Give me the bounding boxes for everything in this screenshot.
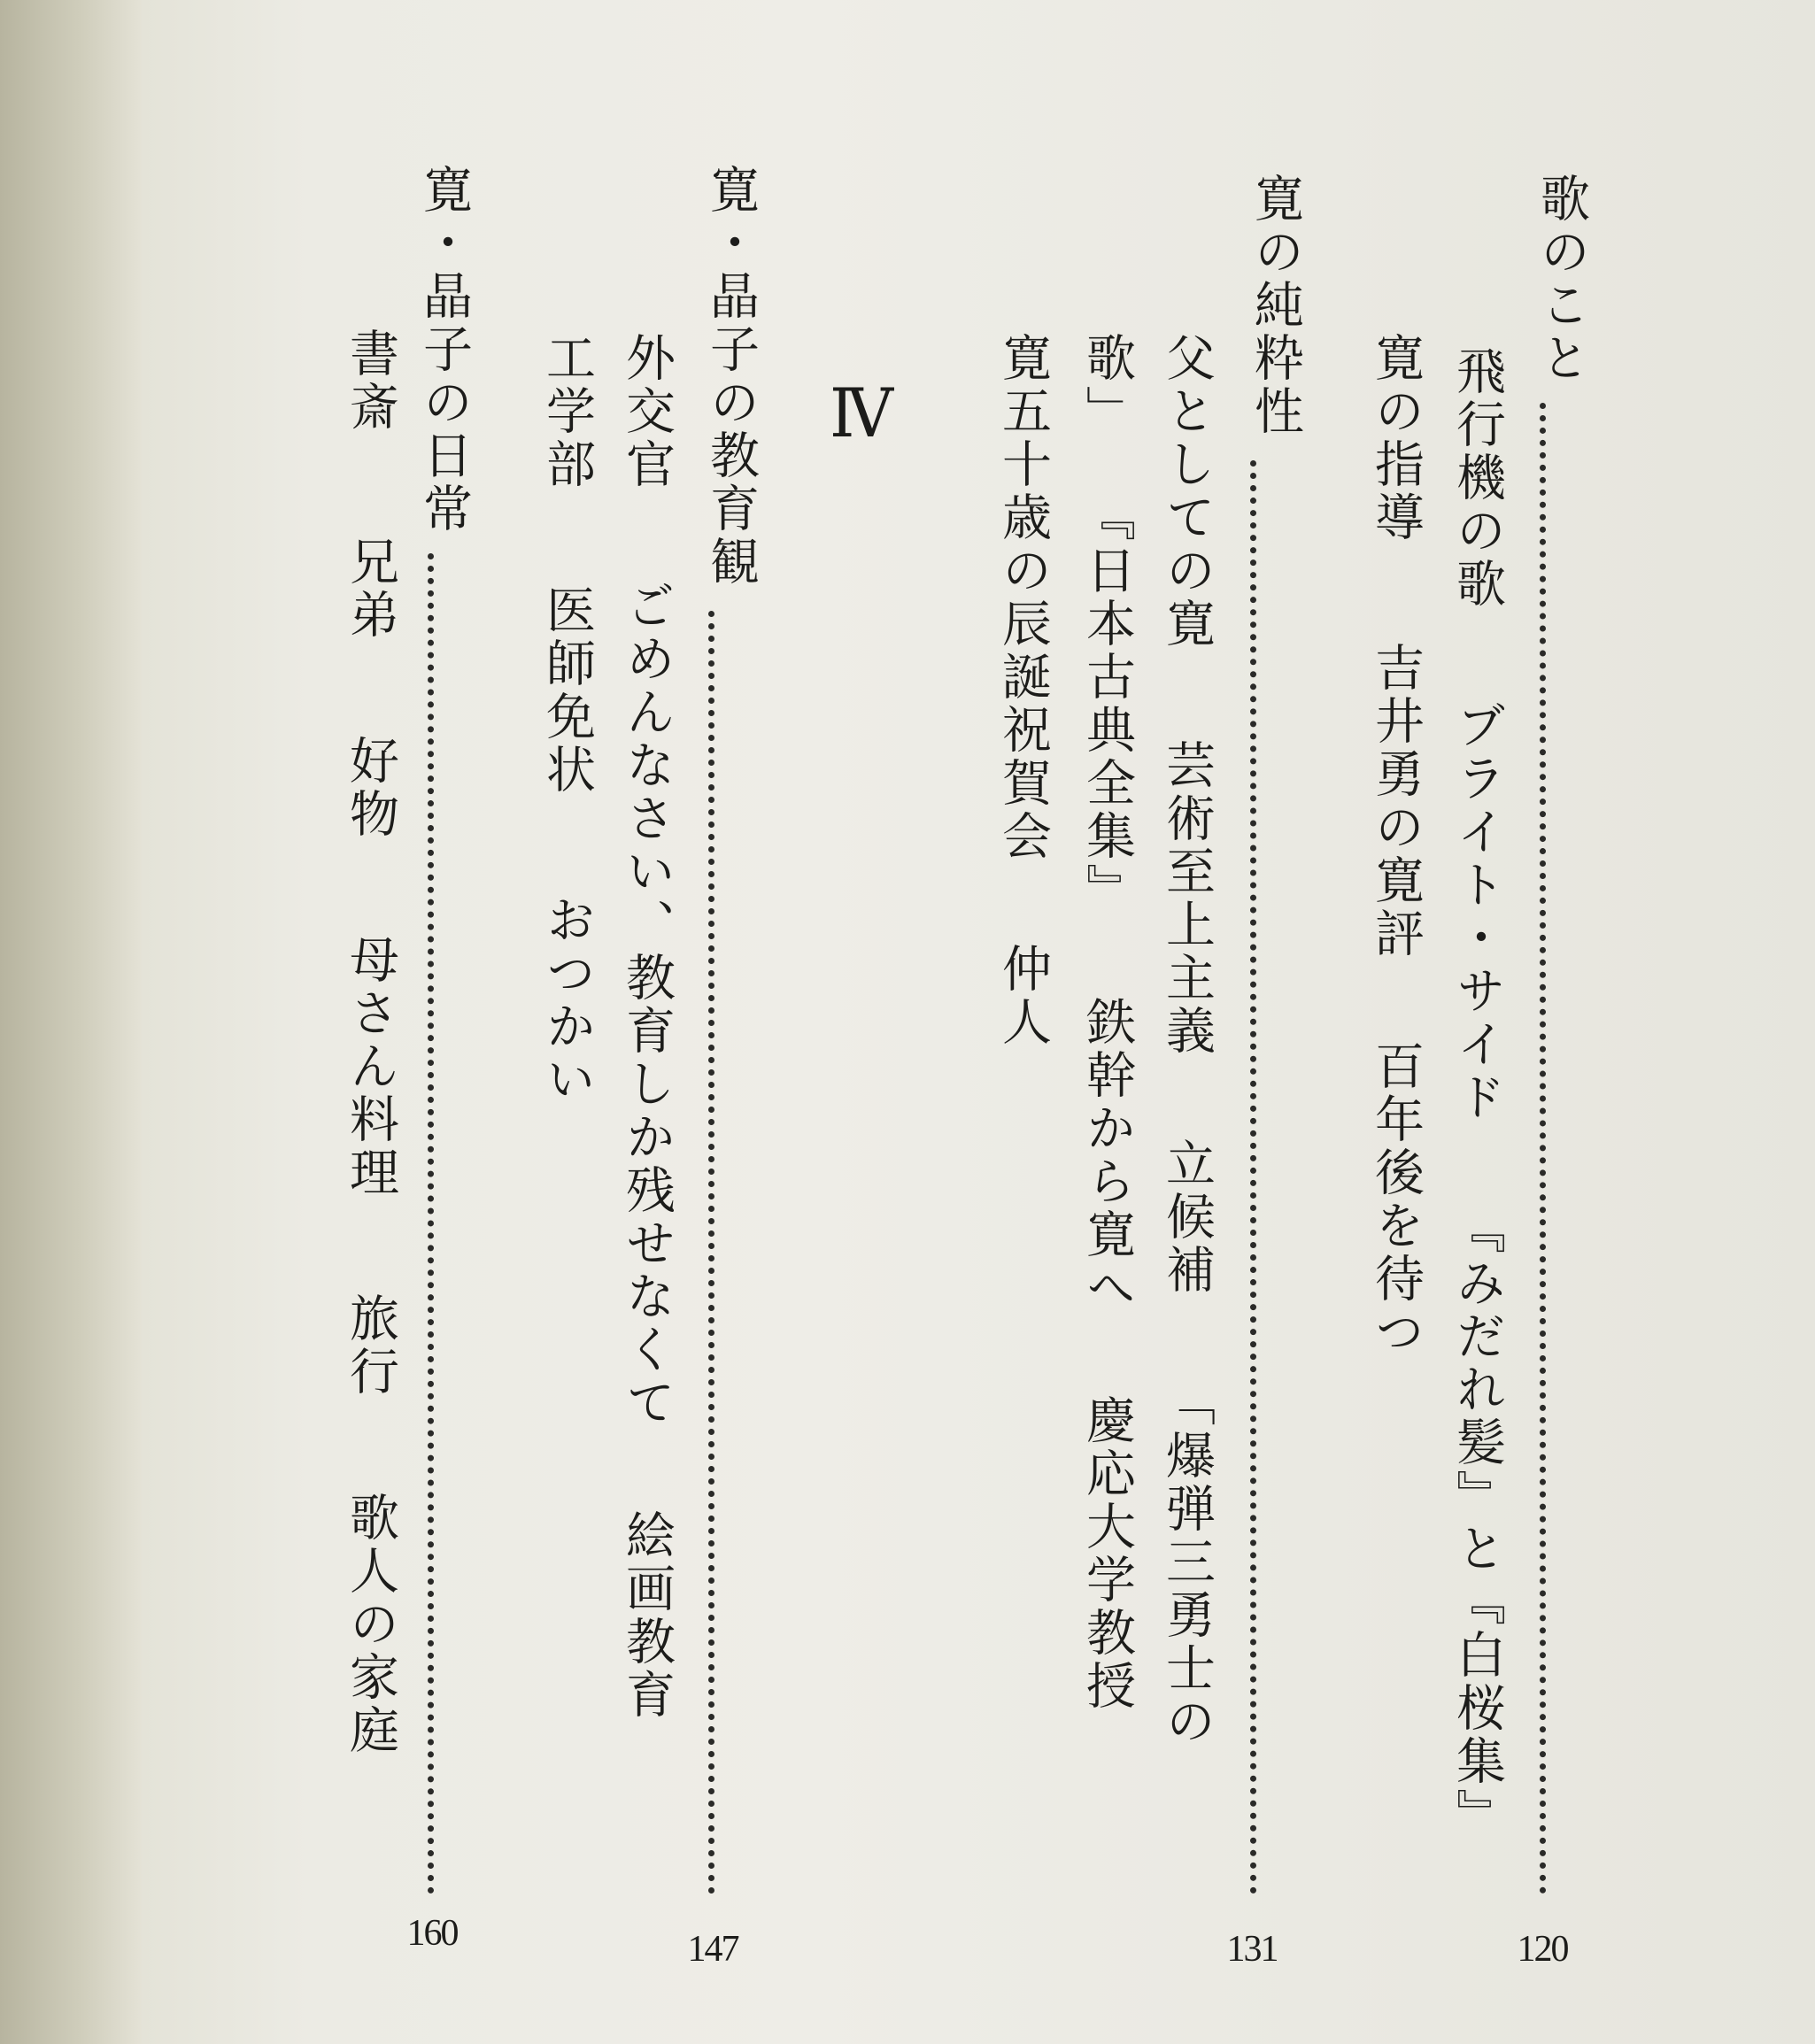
page-number: 120 (1517, 1929, 1568, 1970)
leader-dots (708, 611, 714, 1894)
toc-subentry-line: 外交官ごめんなさい、教育しか残せなくて絵画教育 (618, 332, 676, 1722)
chapter-title-kan-no-junsuisei: 寛の純粋性 (1247, 173, 1304, 438)
toc-subentry-line: 工学部医師免状おつかい (538, 332, 596, 1107)
toc-subentry-line: 飛行機の歌ブライト・サイド『みだれ髪』と『白桜集』 (1448, 345, 1506, 1841)
page-number: 131 (1226, 1929, 1278, 1970)
leader-dots (1540, 403, 1546, 1894)
toc-subentry-line: 父としての寛芸術至上主義立候補「爆弾三勇士の (1158, 332, 1216, 1748)
part-number: Ⅳ (830, 377, 893, 452)
chapter-title-uta-no-koto: 歌のこと (1533, 173, 1590, 385)
toc-subentry-line: 書斎兄弟好物母さん料理旅行歌人の家庭 (342, 328, 399, 1757)
page-number: 160 (406, 1913, 458, 1954)
toc-subentry-line: 歌」『日本古典全集』鉄幹から寛へ慶応大学教授 (1078, 332, 1136, 1713)
toc-subentry-line: 寛の指導吉井勇の寛評百年後を待つ (1367, 332, 1425, 1359)
toc-subentry-line: 寛五十歳の辰誕祝賀会仲人 (994, 332, 1052, 1049)
chapter-title-kyouikukan: 寛・晶子の教育観 (702, 164, 760, 589)
page-number: 147 (687, 1929, 738, 1970)
chapter-title-nichijou: 寛・晶子の日常 (415, 164, 473, 536)
leader-dots (1250, 460, 1256, 1894)
leader-dots (428, 553, 434, 1894)
